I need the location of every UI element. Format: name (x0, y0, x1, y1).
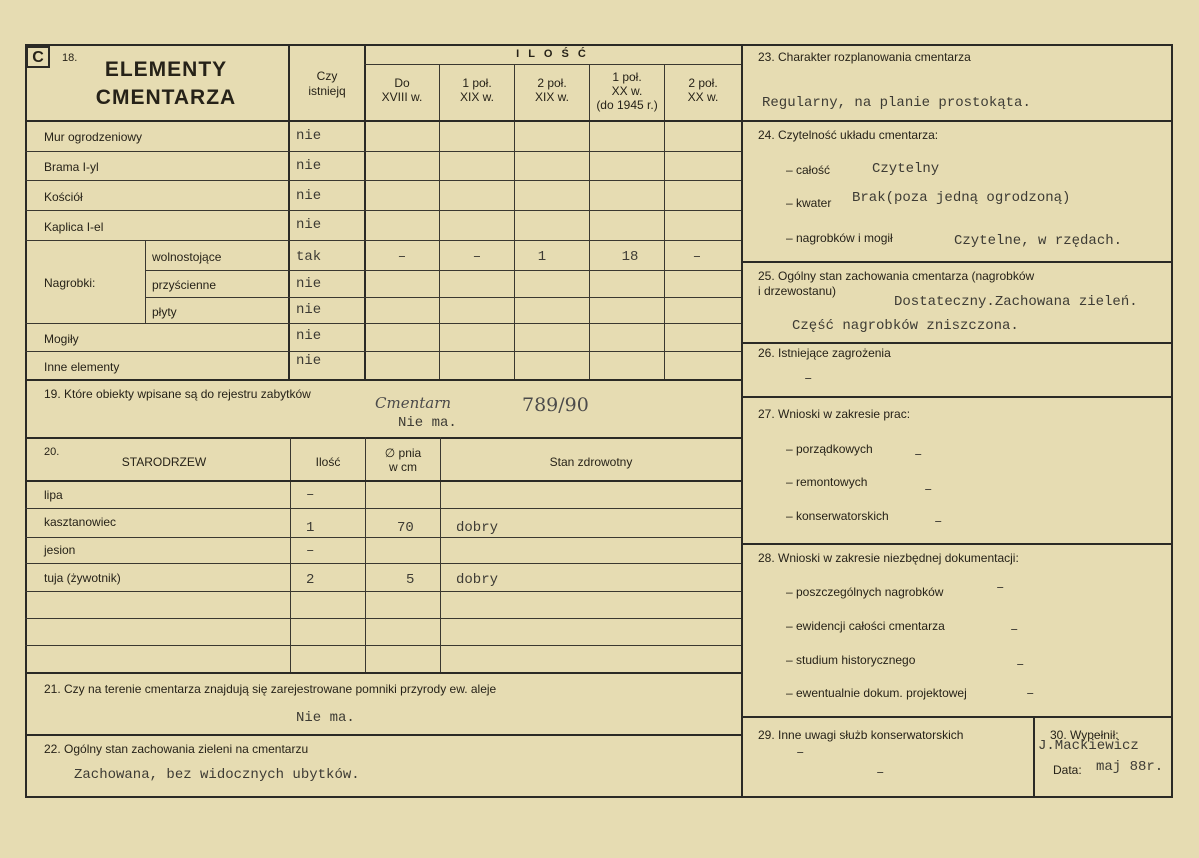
tree-health-2: dobry (456, 520, 499, 536)
freestanding-val-2: – (472, 249, 482, 265)
section-28-item-4: – ewentualnie dokum. projektowej (786, 686, 967, 700)
section-23-label: 23. Charakter rozplanowania cmentarza (758, 50, 971, 64)
section-25-label-1: 25. Ogólny stan zachowania cmentarza (nagrobków (758, 269, 1035, 283)
freestanding-val-1: – (397, 249, 407, 265)
section-28-item-3-value: – (1016, 657, 1025, 673)
tree-name-3: jesion (44, 543, 76, 557)
date-label: Data: (1053, 763, 1082, 777)
section-20-title: STARODRZEW (121, 455, 207, 469)
row-label-gate: Brama I-yl (44, 160, 99, 174)
col-ilosc-header: Ilość (315, 455, 341, 469)
section-25-value-2: Część nagrobków zniszczona. (792, 318, 1019, 334)
row-exists-gate: nie (296, 158, 322, 174)
section-27-item-3-value: – (934, 514, 943, 530)
row-exists-wall-tombs: nie (296, 276, 322, 292)
section-24-item-1-label: – całość (786, 163, 831, 177)
section-24-item-2-label: – kwater (786, 196, 832, 210)
col-period-3: 2 poł. XIX w. (534, 76, 569, 104)
section-28-label: 28. Wnioski w zakresie niezbędnej dokumentacji: (758, 551, 1019, 565)
tree-trunk-2: 70 (397, 520, 414, 536)
tree-count-1: – (306, 487, 315, 503)
col-health-header: Stan zdrowotny (549, 455, 633, 469)
col-period-5: 2 poł. XX w. (687, 76, 719, 104)
tree-name-4: tuja (żywotnik) (44, 571, 121, 585)
row-exists-other: nie (296, 353, 322, 369)
section-28-item-4-value: – (1026, 686, 1035, 702)
section-25-label-2: i drzewostanu) (758, 284, 837, 298)
section-18-title-line2: CMENTARZA (95, 86, 237, 109)
filled-by-name: J.Mackiewicz (1038, 738, 1139, 754)
section-21-label: 21. Czy na terenie cmentarza znajdują się zarejestrowane pomniki przyrody ew. aleje (44, 682, 497, 696)
tree-trunk-4: 5 (406, 572, 415, 588)
row-label-other: Inne elementy (44, 360, 120, 374)
col-period-2: 1 poł. XIX w. (459, 76, 494, 104)
section-25-value-1: Dostateczny.Zachowana zieleń. (894, 294, 1138, 310)
section-27-item-2: – remontowych (786, 475, 868, 489)
section-18-title-line1: ELEMENTY (104, 58, 228, 81)
row-exists-church: nie (296, 188, 322, 204)
tree-name-1: lipa (44, 488, 63, 502)
section-22-value: Zachowana, bez widocznych ubytków. (74, 767, 360, 783)
handwritten-note: Cmentarn (375, 394, 452, 412)
section-28-item-1-value: – (996, 580, 1005, 596)
freestanding-val-3: 1 (537, 249, 547, 265)
section-29-label: 29. Inne uwagi służb konserwatorskich (758, 728, 964, 742)
section-28-item-3: – studium historycznego (786, 653, 916, 667)
freestanding-val-4: 18 (621, 249, 639, 265)
section-24-item-3-label: – nagrobków i mogił (786, 231, 893, 245)
date-value: maj 88r. (1096, 759, 1164, 775)
section-27-item-1: – porządkowych (786, 442, 873, 456)
row-exists-chapel: nie (296, 217, 322, 233)
section-24-item-1-value: Czytelny (872, 161, 940, 177)
tree-count-3: – (306, 543, 315, 559)
section-24-item-3-value: Czytelne, w rzędach. (954, 233, 1123, 249)
row-label-wall-tombs: przyścienne (152, 278, 217, 292)
freestanding-val-5: – (692, 249, 702, 265)
section-24-label: 24. Czytelność układu cmentarza: (758, 128, 939, 142)
row-label-wall: Mur ogrodzeniowy (44, 130, 143, 144)
section-18-number: 18. (62, 52, 78, 64)
section-26-value: – (804, 371, 813, 387)
section-28-item-2: – ewidencji całości cmentarza (786, 619, 945, 633)
section-28-item-2-value: – (1010, 622, 1019, 638)
section-27-item-2-value: – (924, 482, 933, 498)
col-exists-header: Czy istniejq (308, 69, 346, 98)
tree-health-4: dobry (456, 572, 499, 588)
row-exists-slabs: nie (296, 302, 322, 318)
section-19-value: Nie ma. (398, 415, 457, 431)
row-exists-freestanding: tak (296, 249, 322, 265)
section-26-label: 26. Istniejące zagrożenia (758, 346, 891, 360)
section-23-value: Regularny, na planie prostokąta. (762, 95, 1031, 111)
tree-count-4: 2 (306, 572, 315, 588)
tree-count-2: 1 (306, 520, 315, 536)
col-trunk-header: ∅ pnia w cm (384, 446, 422, 474)
section-21-value: Nie ma. (296, 710, 355, 726)
row-label-church: Kościół (44, 190, 83, 204)
section-27-label: 27. Wnioski w zakresie prac: (758, 407, 911, 421)
nagrobki-label: Nagrobki: (44, 276, 96, 290)
section-29-dash: – (796, 745, 805, 761)
ilosc-header: I L O Ś Ć (516, 48, 589, 60)
section-22-label: 22. Ogólny stan zachowania zieleni na cmentarzu (44, 742, 309, 756)
section-29-value: – (876, 765, 885, 781)
row-label-chapel: Kaplica I-el (44, 220, 104, 234)
col-period-4: 1 poł. XX w. (do 1945 r.) (596, 70, 658, 112)
row-label-graves: Mogiły (44, 332, 79, 346)
tree-name-2: kasztanowiec (44, 515, 117, 529)
row-label-slabs: płyty (152, 305, 177, 319)
row-exists-wall: nie (296, 128, 322, 144)
section-30-label: 30. Wypełnił: (1050, 728, 1119, 742)
row-exists-graves: nie (296, 328, 322, 344)
section-28-item-1: – poszczególnych nagrobków (786, 585, 944, 599)
col-period-1: Do XVIII w. (381, 76, 423, 104)
section-27-item-3: – konserwatorskich (786, 509, 889, 523)
section-20-number: 20. (44, 446, 60, 458)
section-27-item-1-value: – (914, 447, 923, 463)
section-24-item-2-value: Brak(poza jedną ogrodzoną) (852, 190, 1071, 206)
section-19-label-text: 19. Które obiekty wpisane są do rejestru zabytków (44, 387, 311, 401)
category-box: C (26, 46, 50, 68)
registry-number: 789/90 (522, 394, 589, 416)
row-label-freestanding: wolnostojące (152, 250, 222, 264)
